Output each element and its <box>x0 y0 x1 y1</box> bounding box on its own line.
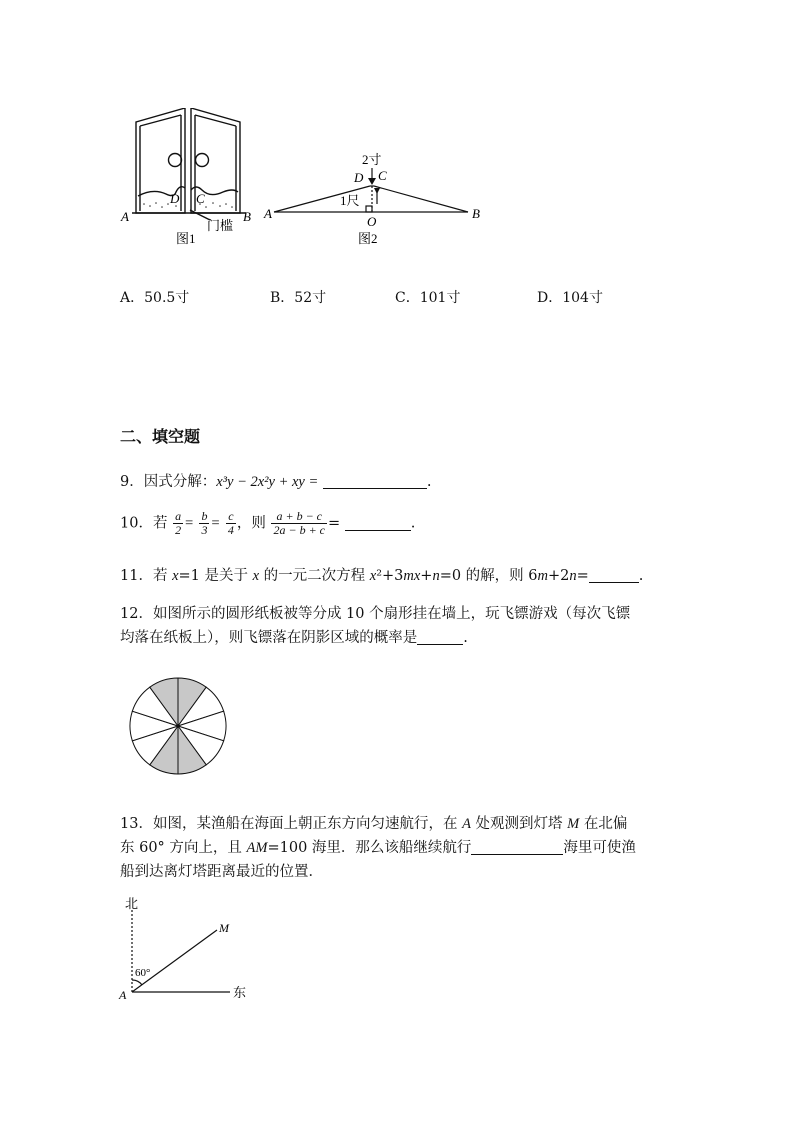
q11-answer-blank[interactable] <box>589 568 639 583</box>
q10-fraction-c: $\frac{c}{4}$ <box>227 509 234 537</box>
question-12-line-2: 均落在纸板上），则飞镖落在阴影区域的概率是 . <box>120 630 468 646</box>
fig2-label-a: A <box>264 206 272 221</box>
fig2-caption: 图2 <box>358 231 378 246</box>
q9-answer-blank[interactable] <box>323 474 427 489</box>
option-c: C．101寸 <box>395 290 461 306</box>
east-label: 东 <box>233 985 247 1000</box>
q13-answer-blank[interactable] <box>471 840 563 855</box>
angle-60-label: 60° <box>135 967 151 979</box>
fig1-caption: 图1 <box>176 231 196 246</box>
fig2-label-c: C <box>378 168 387 183</box>
fig2-label-b: B <box>472 206 480 221</box>
fig2-top-dim: 2寸 <box>362 152 382 167</box>
fig2-side-dim: 1尺 <box>340 193 360 208</box>
q10-answer-blank[interactable] <box>345 516 411 531</box>
question-9: 9．因式分解：x³y − 2x²y + xy = . <box>120 474 432 490</box>
q12-answer-blank[interactable] <box>417 630 463 645</box>
question-13-line-1: 13．如图，某渔船在海面上朝正东方向匀速航行，在 A 处观测到灯塔 M 在北偏 <box>120 816 628 832</box>
q10-fraction-expr: $\frac{a + b - c}{2a - b + c}$ <box>273 509 326 537</box>
option-d: D．104寸 <box>537 290 603 306</box>
question-12-line-1: 12．如图所示的圆形纸板被等分成 10 个扇形挂在墙上，玩飞镖游戏（每次飞镖 <box>120 606 631 622</box>
dartboard-figure <box>128 676 228 776</box>
section-title: 二、填空题 <box>120 427 201 446</box>
q9-expression: x³y − 2x²y + xy = <box>216 474 319 490</box>
fig2-label-o: O <box>367 214 377 229</box>
option-b: B．52寸 <box>270 290 327 306</box>
option-a: A．50.5寸 <box>120 290 190 306</box>
fig1-label-a: A <box>121 209 129 224</box>
question-11: 11．若 x=1 是关于 x 的一元二次方程 x²+3mx+n=0 的解，则 6m+2n= . <box>120 568 644 584</box>
fig13-label-m: M <box>219 921 229 935</box>
figure-2-triangle <box>262 148 492 248</box>
north-label: 北 <box>125 896 139 911</box>
question-10: 10．若 $\frac{a}{2}$ = $\frac{b}{3}$ = $\frac{c}{4}$ ，则 $\frac{a + b - c}{2a - b + c}$ = . <box>120 509 416 537</box>
q10-fraction-a: $\frac{a}{2}$ <box>175 509 182 537</box>
fig13-label-a: A <box>119 988 127 1002</box>
fig1-label-c: C <box>196 191 205 206</box>
question-13-line-3: 船到达离灯塔距离最近的位置． <box>120 864 323 880</box>
fig2-label-d: D <box>354 170 364 185</box>
fig1-label-d: D <box>170 191 180 206</box>
question-13-line-2: 东 60° 方向上，且 AM=100 海里．那么该船继续航行 海里可使渔 <box>120 840 636 856</box>
fig1-threshold-label: 门槛 <box>207 218 234 233</box>
figure-1-door <box>118 108 258 248</box>
fig1-label-b: B <box>243 209 251 224</box>
figure-13-bearing <box>115 892 265 1004</box>
q10-fraction-b: $\frac{b}{3}$ <box>201 509 208 537</box>
